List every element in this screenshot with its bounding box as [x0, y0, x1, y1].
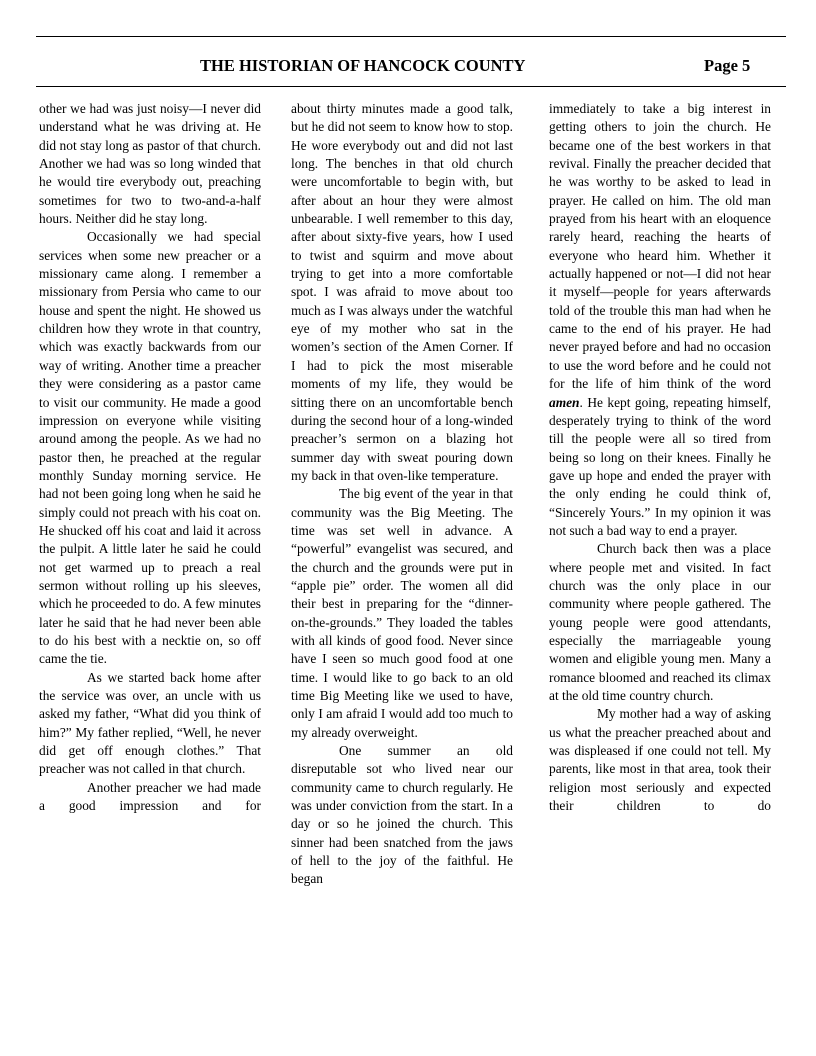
- paragraph: Church back then was a place where people met and visited. In fact church was the only place in our community where people gathered. The young people were good attendants, especially the marriageable young women and eligible young men. Many a romance bloomed and reached its climax at the old time country church.: [549, 541, 771, 703]
- paragraph: The big event of the year in that community was the Big Meeting. The time was set well in advance. A “powerful” evangelist was secured, and the church and the grounds were put in “apple pie” order. The women all did their best in preparing for the “dinner-on-the-grounds.” They loaded the tables with all kinds of good food. Never since have I seen so much good food at one time. I would like to go back to an old time Big Meeting like we used to have, only I am afraid I would add too much to my already overweight.: [291, 486, 513, 740]
- paragraph: My mother had a way of asking us what the preacher preached about and was displeased if one could not tell. My parents, like most in that area, took their religion most seriously and expected their children to do: [549, 706, 771, 814]
- text-column-3: [549, 100, 771, 815]
- page-number: Page 5: [704, 56, 751, 75]
- emphasized-word: amen: [549, 394, 580, 410]
- paragraph: immediately to take a big interest in getting others to join the church. He became one of the best workers in that revival. Finally the preacher decided that he was worthy to be asked to lead in prayer. He called on him. The old man prayed from his heart with an eloquence rarely heard, reaching the hearts of everyone who heard him. Whether it actually happened or not—I did not hear it myself—people for years afterwards told of the trouble this man had when he came to the end of his prayer. He had never prayed before and had no occasion to use the word before and he could not for the life of him think of the word amen. He kept going, repeating himself, desperately trying to think of the word till the people were all so tired from being so long on their knees. Finally he gave up hope and ended the prayer with the only ending he could think of, “Sincerely Yours.” In my opinion it was not such a bad way to end a prayer.: [549, 101, 771, 538]
- paragraph: about thirty minutes made a good talk, but he did not seem to know how to stop. He wore everybody out and did not last long. The benches in that old church were uncomfortable to begin with, but after about an hour they were almost unbearable. I well remember to this day, after about sixty-five years, how I used to twist and squirm and move about trying to get into a more comfortable spot. I was afraid to move about too much as I was always under the watchful eye of my mother who sat in the women’s section of the Amen Corner. If I had to pick the most miserable moments of my life, they would be sitting there on an uncomfortable bench during the second hour of a long-winded preacher’s sermon on a blazing hot summer day with sweat pouring down my back in that oven-like temperature.: [291, 101, 513, 483]
- header-rule: [36, 86, 786, 87]
- top-rule: [36, 36, 786, 37]
- newsletter-title: THE HISTORIAN OF HANCOCK COUNTY: [200, 56, 526, 75]
- text-column-2: [291, 100, 513, 889]
- paragraph: One summer an old disreputable sot who lived near our community came to church regularly. He was under conviction from the start. In a day or so he joined the church. This sinner had been snatched from the jaws of hell to the joy of the faithful. He began: [291, 743, 513, 887]
- paragraph: other we had was just noisy—I never did understand what he was driving at. He did not stay long as pastor of that church. Another we had was so long winded that he would tire everybody out, preaching sometimes for two to two-and-a-half hours. Neither did he stay long.: [39, 101, 261, 227]
- paragraph: Occasionally we had special services when some new preacher or a missionary came along. I remember a missionary from Persia who came to our house and spent the night. He showed us children how they wrote in that country, which was exactly backwards from our way of writing. Another time a preacher they were considering as a pastor came to visit our community. He made a good impression on everyone while visiting around among the people. As we had no pastor then, he preached at the regular monthly Sunday morning service. He had not been going long when he said he simply could not preach with his coat on. He shucked off his coat and laid it across the pulpit. A little later he said he could not get warmed up to preach a real sermon without rolling up his sleeves, which he proceeded to do. A few minutes later he said that he had never been able to do his best with a necktie on, so off came the tie.: [39, 229, 261, 667]
- paragraph: As we started back home after the service was over, an uncle with us asked my father, “What did you think of him?” My father replied, “Well, he never did get off enough clothes.” That preacher was not called in that church.: [39, 669, 261, 777]
- paragraph: Another preacher we had made a good impression and for: [39, 779, 261, 814]
- text-column-1: [39, 100, 261, 815]
